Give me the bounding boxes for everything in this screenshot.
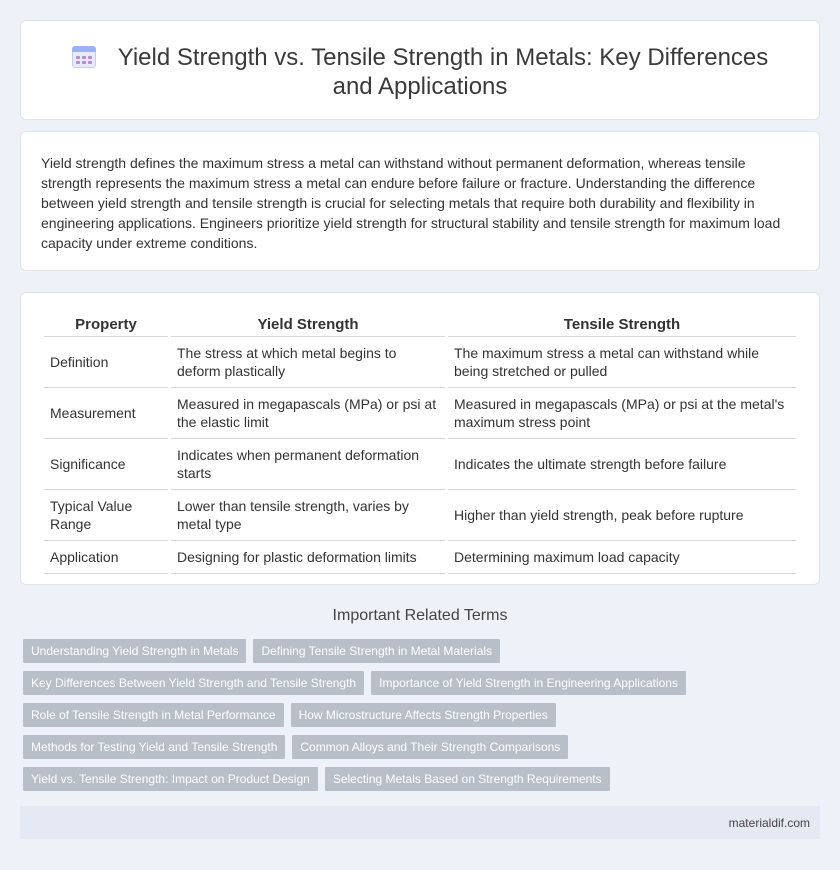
table-cell-property: Measurement [44,388,168,439]
table-header-row [44,315,796,337]
related-terms-heading: Important Related Terms [332,607,508,624]
footer-site-link[interactable]: materialdif.com [728,816,810,830]
tag-row [23,767,823,791]
related-term-tag[interactable]: Importance of Yield Strength in Engineering Applications [371,671,686,695]
related-term-tag[interactable]: Methods for Testing Yield and Tensile Strength [23,735,285,759]
table-row [44,490,796,541]
intro-paragraph: Yield strength defines the maximum stress a metal can withstand without permanent deformation, whereas tensile strength represents the maximum stress a metal can endure before failure or fracture. Understanding the difference between yield strength and tensile strength is crucial for selecting metals that require both durability and flexibility in engineering applications. Engineers prioritize yield strength for structural stability and tensile strength for maximum load capacity under extreme conditions. [41,155,781,251]
related-term-tag[interactable]: Understanding Yield Strength in Metals [23,639,246,663]
table-cell-tensile: Determining maximum load capacity [448,541,796,574]
table-row [44,388,796,439]
table-row [44,337,796,388]
intro-card [20,131,820,271]
tag-row [23,735,823,759]
page-title: Yield Strength vs. Tensile Strength in Metals: Key Differences and Applications [117,44,769,100]
tag-row [23,671,823,695]
title-card [20,20,820,120]
table-cell-property: Typical Value Range [44,490,168,541]
table-cell-yield: Measured in megapascals (MPa) or psi at the elastic limit [171,388,445,439]
tag-row [23,703,823,727]
table-cell-yield: Indicates when permanent deformation starts [171,439,445,490]
table-cell-tensile: The maximum stress a metal can withstand while being stretched or pulled [448,337,796,388]
related-term-tag[interactable]: How Microstructure Affects Strength Properties [291,703,556,727]
header-property: Property [44,315,168,337]
table-cell-yield: Lower than tensile strength, varies by metal type [171,490,445,541]
comparison-table [41,315,799,574]
table-cell-tensile: Higher than yield strength, peak before rupture [448,490,796,541]
related-term-tag[interactable]: Role of Tensile Strength in Metal Performance [23,703,284,727]
page-title-wrap [21,43,819,101]
table-cell-property: Definition [44,337,168,388]
table-cell-tensile: Measured in megapascals (MPa) or psi at the metal's maximum stress point [448,388,796,439]
footer [20,806,820,839]
related-term-tag[interactable]: Yield vs. Tensile Strength: Impact on Product Design [23,767,318,791]
header-yield-strength: Yield Strength [171,315,445,337]
table-cell-tensile: Indicates the ultimate strength before failure [448,439,796,490]
table-cell-property: Application [44,541,168,574]
table-cell-yield: Designing for plastic deformation limits [171,541,445,574]
related-term-tag[interactable]: Selecting Metals Based on Strength Requirements [325,767,610,791]
table-cell-yield: The stress at which metal begins to deform plastically [171,337,445,388]
related-term-tag[interactable]: Defining Tensile Strength in Metal Materials [253,639,500,663]
table-cell-property: Significance [44,439,168,490]
tag-row [23,639,823,663]
related-term-tag[interactable]: Common Alloys and Their Strength Comparisons [292,735,568,759]
header-tensile-strength: Tensile Strength [448,315,796,337]
related-term-tag[interactable]: Key Differences Between Yield Strength and Tensile Strength [23,671,364,695]
table-row [44,439,796,490]
calendar-icon [72,46,96,68]
comparison-table-card [20,292,820,585]
table-row [44,541,796,574]
related-terms-list [23,639,823,799]
